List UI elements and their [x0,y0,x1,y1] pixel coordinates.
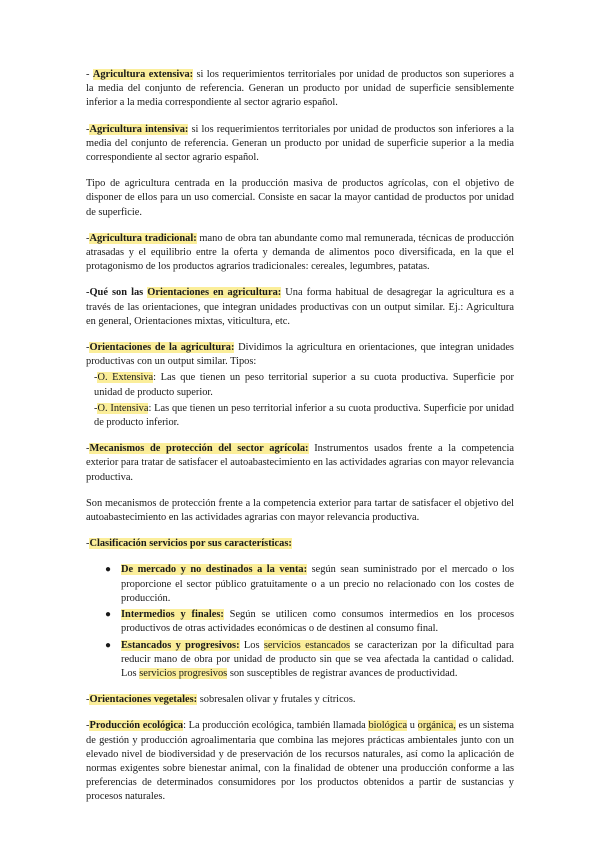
bullet-icon: ● [105,609,112,621]
term-estancados-progresivos: Estancados y progresivos: [121,639,240,651]
paragraph-clasificacion-servicios [86,537,514,551]
paragraph-mecanismos-proteccion [86,442,514,485]
term-intermedios-finales: Intermedios y finales: [121,609,224,621]
body-text: Son mecanismos de protección frente a la competencia exterior para tartar de satisfacer el objetivo del autoabastecimiento en las actividades agrarias con mayor relevancia productiva. [86,497,514,524]
paragraph-mecanismos-description [86,497,514,525]
term-agricultura-intensiva: Agricultura intensiva: [89,123,189,135]
definition-text: Instrumentos usados frente a la competencia exterior para tratar de satisfacer el autoabastecimiento en las actividades agrarias con mayor relevancia productiva. [86,443,514,483]
definition-text: : La producción ecológica, también llamada [183,720,369,732]
highlight-servicios-estancados: servicios estancados [263,639,351,651]
term-produccion-ecologica: Producción ecológica [89,720,184,732]
term-orientaciones-vegetales: Orientaciones vegetales: [89,694,198,706]
paragraph-agricultura-extensiva [86,68,514,111]
term-de-mercado: De mercado y no destinados a la venta: [121,564,308,576]
definition-text: Los [239,639,264,651]
paragraph-agricultura-intensiva [86,123,514,166]
dash: - [86,538,90,550]
definition-text: si los requerimientos territoriales por unidad de productos son superiores a la media del conjunto de referencia. Generan un producto por unidad de superficie sensiblemente inferior a la media correspondiente al sector agrario español. [86,69,515,109]
definition-text: según sean suministrado por el mercado o los proporcione el sector público gratuitamente o a un precio no relacionado con los costes de producción. [121,564,515,604]
definition-text: Una forma habitual de desagregar la agricultura es a través de las orientaciones, que integran unidades productivas con un output similar. Ej.: Agricultura en general, Orientaciones mixtas, viticultura, etc. [86,287,514,327]
term-clasificacion-servicios: Clasificación servicios por sus características: [89,538,292,550]
dash: - [94,372,98,384]
paragraph-produccion-ecologica [86,719,514,804]
paragraph-que-son-orientaciones [86,286,514,329]
dash: - [86,694,90,706]
subitem-o-intensiva [86,402,514,430]
dash: - [86,720,90,732]
term-agricultura-extensiva: Agricultura extensiva: [92,69,194,80]
dash: - [86,232,90,244]
list-item [105,563,515,606]
term-orientaciones-en-agricultura: Orientaciones en agricultura: [147,287,282,299]
list-item [105,639,514,682]
dash: - [86,443,90,455]
highlight-servicios-progresivos: servicios progresivos [139,667,228,679]
dash: - [94,402,98,414]
paragraph-orientaciones-de-la-agricultura [86,341,514,369]
list-item [105,608,514,636]
term-o-intensiva: O. Intensiva [97,402,149,414]
dash: - [86,342,90,354]
paragraph-intensiva-description [86,177,514,220]
dash: - [86,69,93,80]
highlight-organica: orgánica, [417,720,456,732]
services-bullet-list [86,563,514,681]
highlight-biologica: biológica [368,720,408,732]
definition-text: se caracterizan por la dificultad para reducir mano de obra por unidad de producto sin que se vea afectada la cantidad o calidad. Los [121,639,514,679]
question-prefix: -Qué son las [86,287,148,299]
definition-text: : Las que tienen un peso territorial inferior a su cuota productiva. Superficie por unidad de producto inferior. [94,402,514,429]
definition-text: : Las que tienen un peso territorial superior a su cuota productiva. Superficie por unidad de producto superior. [94,372,514,398]
definition-text: u [407,720,418,732]
definition-text: es un sistema de gestión y producción agroalimentaria que combina las mejores prácticas ambientales junto con un elevado nivel de biodiversidad y de preservación de los recursos naturales, así como la aplicación de normas exigentes sobre bienestar animal, con la finalidad de obtener una producción conforme a las preferencias de determinados consumidores por los productos obtenidos a partir de sustancias y procesos naturales. [86,720,514,803]
definition-text: mano de obra tan abundante como mal remunerada, técnicas de producción atrasadas y el equilibrio entre la oferta y demanda de alimentos poco diversificada, en la que el protagonismo de los productos agrarios tradicionales: cereales, legumbres, patatas. [86,232,514,273]
term-orientaciones-de-la-agricultura: Orientaciones de la agricultura: [89,342,235,354]
definition-text: Dividimos la agricultura en orientaciones, que integran unidades productivas con un output similar. Tipos: [86,342,514,368]
dash: - [86,123,90,135]
definition-text: sobresalen olivar y frutales y cítricos. [197,694,356,706]
term-o-extensiva: O. Extensiva [97,372,154,384]
subitem-o-extensiva [86,371,514,399]
term-agricultura-tradicional: Agricultura tradicional: [89,232,197,244]
paragraph-orientaciones-vegetales [86,693,514,707]
term-mecanismos-proteccion: Mecanismos de protección del sector agrícola: [89,443,309,455]
definition-text: Según se utilicen como consumos intermedios en los procesos productivos de otras actividades económicas o de destinen al consumo final. [121,609,514,635]
definition-text: si los requerimientos territoriales por unidad de productos son inferiores a la media del conjunto de referencia. Generan un producto por unidad de superficie superior a la media correspondiente al sector agrario español. [86,123,515,164]
paragraph-agricultura-tradicional [86,232,514,275]
body-text: Tipo de agricultura centrada en la producción masiva de productos agrícolas, con el objetivo de disponer de ellos para un uso comercial. Consiste en sacar la mayor cantidad de productos por unidad de superficie. [86,178,514,218]
definition-text: son susceptibles de registrar avances de productividad. [227,667,458,679]
bullet-icon: ● [105,564,112,576]
bullet-icon: ● [105,639,112,651]
